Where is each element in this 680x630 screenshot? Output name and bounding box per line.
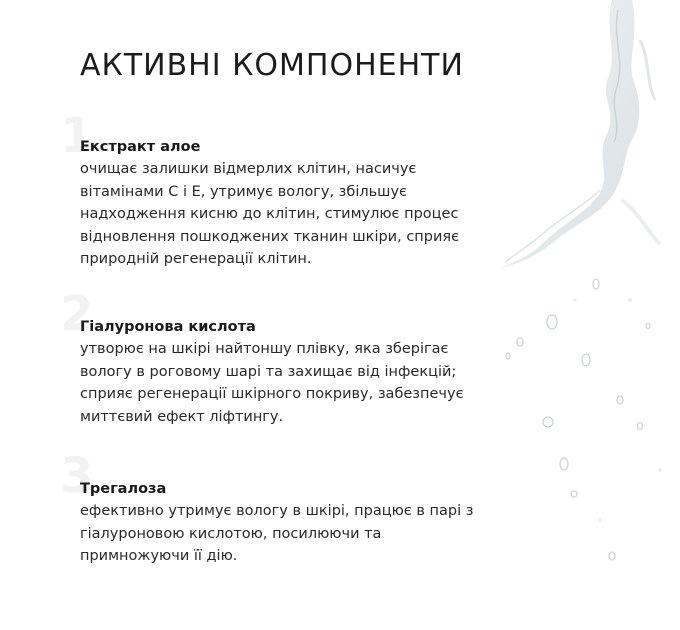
ingredient-number: 2 [60,286,94,342]
ingredient-name: Гіалуронова кислота [80,319,256,335]
ingredient-number: 1 [60,108,94,164]
ingredient-item [60,286,510,428]
ingredient-name: Трегалоза [80,481,167,497]
page-title: АКТИВНІ КОМПОНЕНТИ [80,48,464,83]
ingredient-number: 3 [60,448,94,504]
ingredient-name: Екстракт алое [80,139,201,155]
ingredient-description: очищає залишки відмерлих клітин, насичує вітамінами С і Е, утримує вологу, збільшує надходження кисню до клітин, стимулює процес відновлення пошкоджених тканин шкіри, сприяє природній регенерації клітин. [80,161,460,267]
ingredient-description: ефективно утримує вологу в шкірі, працює в парі з гіалуроновою кислотою, посилюючи та примножуючи її дію. [80,503,474,564]
ingredient-description: утворює на шкірі найтоншу плівку, яка зберігає вологу в роговому шарі та захищає від інфекцій; сприяє регенерації шкірного покриву, забезпечує миттєвий ефект ліфтингу. [80,341,464,425]
ingredient-item [60,108,510,271]
ingredient-item [60,448,510,568]
